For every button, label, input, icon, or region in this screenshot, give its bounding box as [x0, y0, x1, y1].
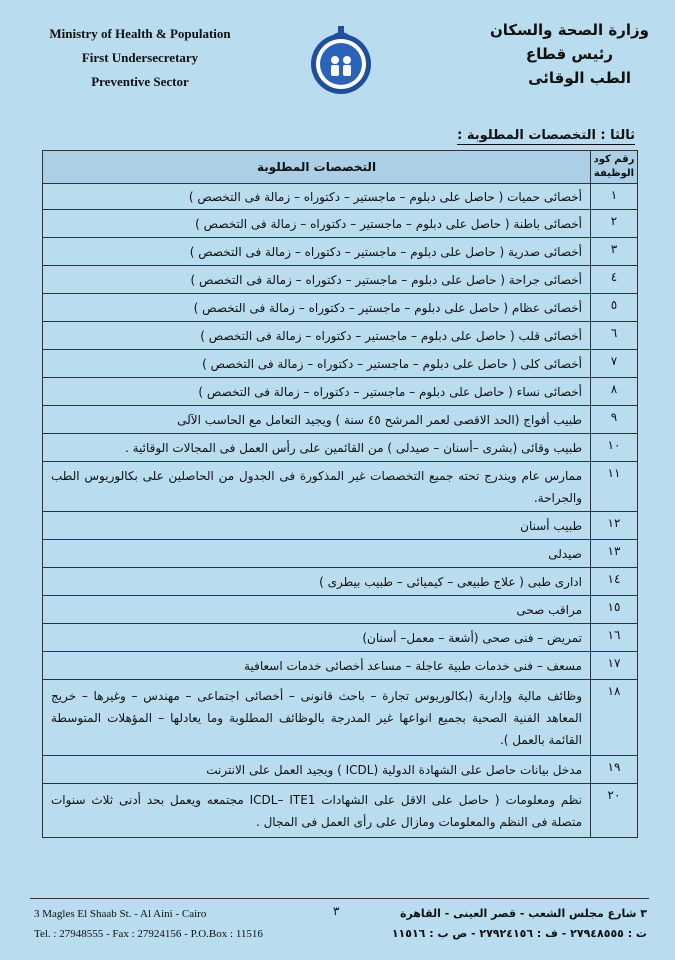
table-row [43, 624, 638, 652]
table-row [43, 378, 638, 406]
table-row [43, 184, 638, 210]
sector-en: Preventive Sector [91, 74, 189, 89]
specialty-cell: مراقب صحى [43, 596, 591, 624]
column-header-code: رقم كود الوظيفة [591, 151, 638, 184]
job-code-cell: ١٨ [591, 680, 638, 756]
footer-address-ar: ٣ شارع مجلس الشعب - قصر العينى - القاهرة [399, 907, 647, 920]
specialty-cell: مدخل بيانات حاصل على الشهادة الدولية (ICDL ) ويجيد العمل على الانترنت [43, 756, 591, 784]
specialty-cell: مسعف – فنى خدمات طبية عاجلة – مساعد أخصائى خدمات اسعافية [43, 652, 591, 680]
table-row [43, 434, 638, 462]
job-code-cell: ١٠ [591, 434, 638, 462]
job-code-cell: ١٩ [591, 756, 638, 784]
table-row [43, 596, 638, 624]
ministry-logo-icon [300, 20, 382, 102]
column-header-specialty: التخصصات المطلوبة [43, 151, 591, 184]
table-row [43, 322, 638, 350]
job-code-cell: ٣ [591, 238, 638, 266]
specialty-cell: أخصائى جراحة ( حاصل على دبلوم – ماجستير – دكتوراه – زمالة فى التخصص ) [43, 266, 591, 294]
ministry-name-en: Ministry of Health & Population [49, 26, 231, 41]
job-code-cell: ١٥ [591, 596, 638, 624]
table-row [43, 756, 638, 784]
table-row [43, 406, 638, 434]
job-code-cell: ٩ [591, 406, 638, 434]
undersecretary-en: First Undersecretary [81, 50, 199, 65]
specialty-cell: أخصائى باطنة ( حاصل على دبلوم – ماجستير – دكتوراه – زمالة فى التخصص ) [43, 210, 591, 238]
footer-english [34, 904, 263, 944]
footer-address-en: 3 Magles El Shaab St. - Al Aini - Cairo [34, 908, 207, 920]
specialty-cell: أخصائى قلب ( حاصل على دبلوم – ماجستير – دكتوراه – زمالة فى التخصص ) [43, 322, 591, 350]
specialty-cell: أخصائى عظام ( حاصل على دبلوم – ماجستير – دكتوراه – زمالة فى التخصص ) [43, 294, 591, 322]
specialty-cell: طبيب وقائى (بشرى –أسنان – صيدلى ) من القائمين على رأس العمل فى المجالات الوقائية . [43, 434, 591, 462]
footer-arabic [392, 904, 647, 944]
job-code-cell: ٧ [591, 350, 638, 378]
table-row [43, 350, 638, 378]
table-row [43, 784, 638, 838]
specialty-cell: أخصائى كلى ( حاصل على دبلوم – ماجستير – دكتوراه – زمالة فى التخصص ) [43, 350, 591, 378]
table-row [43, 680, 638, 756]
specialties-table [42, 150, 638, 838]
specialty-cell: أخصائى حميات ( حاصل على دبلوم – ماجستير – دكتوراه – زمالة فى التخصص ) [43, 184, 591, 210]
table-row [43, 568, 638, 596]
job-code-cell: ٥ [591, 294, 638, 322]
job-code-cell: ٤ [591, 266, 638, 294]
job-code-cell: ١٣ [591, 540, 638, 568]
table-row [43, 462, 638, 512]
specialty-cell: أخصائى نساء ( حاصل على دبلوم – ماجستير – دكتوراه – زمالة فى التخصص ) [43, 378, 591, 406]
footer-contact-en: Tel. : 27948555 - Fax : 27924156 - P.O.Box : 11516 [34, 928, 263, 940]
header-english [30, 22, 250, 94]
table-row [43, 652, 638, 680]
footer-divider [30, 898, 649, 899]
table-row [43, 540, 638, 568]
job-code-cell: ٢٠ [591, 784, 638, 838]
page-number: ٣ [333, 904, 340, 918]
job-code-cell: ٨ [591, 378, 638, 406]
job-code-cell: ١٧ [591, 652, 638, 680]
specialty-cell: وظائف مالية وإدارية (بكالوريوس تجارة – باحث قانونى – أخصائى اجتماعى – مهندس – وغيرها – خريج المعاهد الفنية الصحية بجميع انواعها غير المدرجة بالوظائف المطلوبة وما يعادلها – المؤهلات المتوسطة القائمة بالعمل ). [43, 680, 591, 756]
undersecretary-ar: رئيس قطاع [525, 45, 613, 63]
job-code-cell: ٦ [591, 322, 638, 350]
specialty-cell: ممارس عام ويندرج تحته جميع التخصصات غير المذكورة فى الجدول من الحاصلين على بكالوريوس الطب والجراحة. [43, 462, 591, 512]
table-row [43, 512, 638, 540]
table-row [43, 210, 638, 238]
specialty-cell: نظم ومعلومات ( حاصل على الاقل على الشهادات ICDL– ITE1 مجتمعه ويعمل بحد أدنى ثلاث سنوات متصلة فى النظم والمعلومات ومازال على رأى العمل فى المجال . [43, 784, 591, 838]
job-code-cell: ٢ [591, 210, 638, 238]
job-code-cell: ١١ [591, 462, 638, 512]
specialty-cell: أخصائى صدرية ( حاصل على دبلوم – ماجستير – دكتوراه – زمالة فى التخصص ) [43, 238, 591, 266]
job-code-cell: ١٢ [591, 512, 638, 540]
table-row [43, 294, 638, 322]
table-row [43, 266, 638, 294]
job-code-cell: ١٦ [591, 624, 638, 652]
specialty-cell: طبيب أفواج (الحد الاقصى لعمر المرشح ٤٥ سنة ) ويجيد التعامل مع الحاسب الآلى [43, 406, 591, 434]
table-row [43, 238, 638, 266]
job-code-cell: ١ [591, 184, 638, 210]
specialty-cell: طبيب أسنان [43, 512, 591, 540]
sector-ar: الطب الوقائى [528, 69, 631, 87]
specialty-cell: ادارى طبى ( علاج طبيعى – كيميائى – طبيب بيطرى ) [43, 568, 591, 596]
table-header-row [43, 151, 638, 184]
footer-contact-ar: ت : ٢٧٩٤٨٥٥٥ - ف : ٢٧٩٢٤١٥٦ - ص ب : ١١٥١٦ [391, 927, 647, 940]
header-arabic [449, 18, 649, 90]
specialty-cell: صيدلى [43, 540, 591, 568]
section-title: ثالثا : التخصصات المطلوبة : [457, 128, 635, 143]
ministry-name-ar: وزارة الصحة والسكان [489, 21, 649, 39]
job-code-cell: ١٤ [591, 568, 638, 596]
specialty-cell: تمريض – فنى صحى (أشعة – معمل– أسنان) [43, 624, 591, 652]
